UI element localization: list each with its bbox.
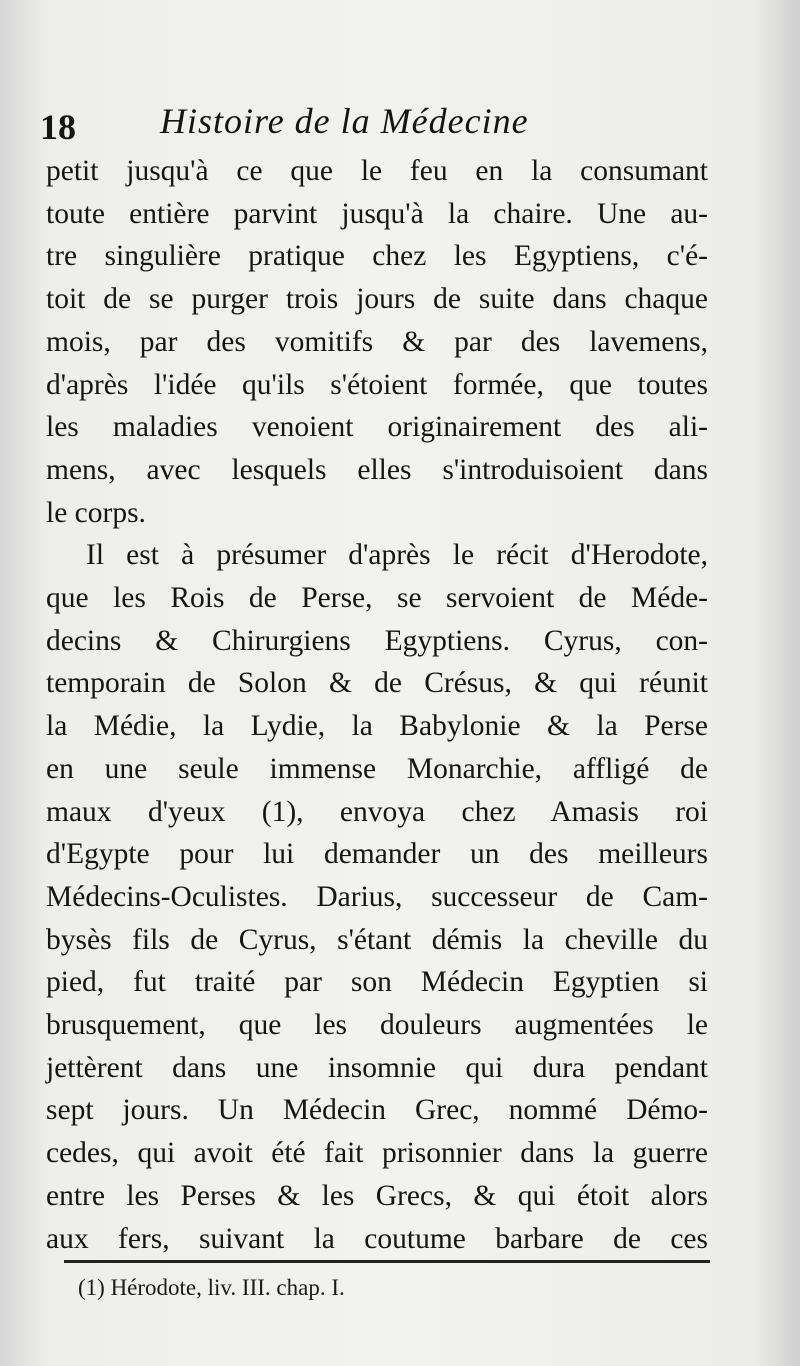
text-line: sept jours. Un Médecin Grec, nommé Démo- xyxy=(46,1094,708,1127)
paragraph-2 xyxy=(46,534,708,1260)
text-line: cedes, qui avoit été fait prisonnier dans la guerre xyxy=(46,1137,708,1170)
text-line: maux d'yeux (1), envoya chez Amasis roi xyxy=(46,795,708,828)
text-line: mois, par des vomitifs & par des lavemens, xyxy=(46,325,708,358)
text-line: toute entière parvint jusqu'à la chaire. Une au- xyxy=(46,197,708,230)
text-line: decins & Chirurgiens Egyptiens. Cyrus, con- xyxy=(46,624,708,657)
text-line: pied, fut traité par son Médecin Egyptien si xyxy=(46,966,708,999)
paragraph-1 xyxy=(46,150,708,534)
text-line: que les Rois de Perse, se servoient de Méde- xyxy=(46,582,708,615)
text-line: toit de se purger trois jours de suite dans chaque xyxy=(46,283,708,316)
text-line: la Médie, la Lydie, la Babylonie & la Perse xyxy=(46,710,708,743)
footnote-divider xyxy=(64,1260,710,1263)
page-header xyxy=(40,100,720,156)
text-line: bysès fils de Cyrus, s'étant démis la cheville du xyxy=(46,923,708,956)
text-line: les maladies venoient originairement des ali- xyxy=(46,411,708,444)
text-line: d'après l'idée qu'ils s'étoient formée, que toutes xyxy=(46,368,708,401)
running-title: Histoire de la Médecine xyxy=(160,101,529,141)
text-line: Il est à présumer d'après le récit d'Herodote, xyxy=(86,539,708,572)
page-number: 18 xyxy=(40,107,76,147)
text-line: en une seule immense Monarchie, affligé de xyxy=(46,752,708,785)
text-line: entre les Perses & les Grecs, & qui étoit alors xyxy=(46,1179,708,1212)
text-line: jettèrent dans une insomnie qui dura pendant xyxy=(46,1051,708,1084)
text-line: mens, avec lesquels elles s'introduisoient dans xyxy=(46,453,708,486)
text-line: temporain de Solon & de Crésus, & qui réunit xyxy=(46,667,708,700)
body-text xyxy=(46,150,708,1260)
text-line: le corps. xyxy=(46,496,146,529)
text-line: Médecins-Oculistes. Darius, successeur de Cam- xyxy=(46,880,708,913)
text-line: brusquement, que les douleurs augmentées le xyxy=(46,1009,708,1042)
text-line: aux fers, suivant la coutume barbare de ces xyxy=(46,1222,708,1255)
text-line: petit jusqu'à ce que le feu en la consumant xyxy=(46,155,708,187)
footnote: (1) Hérodote, liv. III. chap. I. xyxy=(78,1275,345,1300)
text-line: d'Egypte pour lui demander un des meilleurs xyxy=(46,838,708,871)
text-line: tre singulière pratique chez les Egyptiens, c'é- xyxy=(46,240,708,273)
